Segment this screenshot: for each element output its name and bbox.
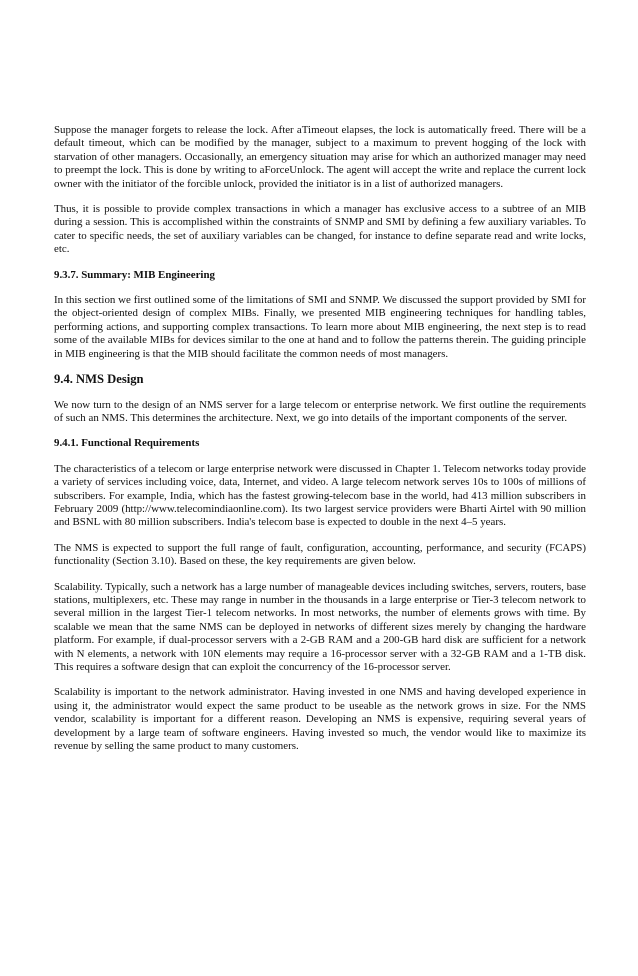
paragraph-nms-design-intro: We now turn to the design of an NMS server for a large telecom or enterprise network. We first outline the requirements of such an NMS. This determines the architecture. Next, we go into details of the important components of the server. — [54, 398, 586, 424]
heading-9-4: 9.4. NMS Design — [54, 372, 144, 387]
document-page — [54, 124, 586, 765]
heading-9-4-1: 9.4.1. Functional Requirements — [54, 437, 200, 450]
paragraph-scalability-importance: Scalability is important to the network administrator. Having invested in one NMS and having developed experience in using it, the administrator would expect the same product to be useable as the network grows in size. For the NMS vendor, scalability is important for a different reason. Developing an NMS is expensive, requiring several years of development by a large team of software engineers. Having invested so much, the vendor would like to maximize its revenue by selling the same product to many customers. — [54, 686, 586, 753]
paragraph-lock-timeout: Suppose the manager forgets to release the lock. After aTimeout elapses, the lock is automatically freed. There will be a default timeout, which can be modified by the manager, subject to a maximum to prevent hogging of the lock with starvation of other managers. Occasionally, an emergency situation may arise for which an authorized manager may need to preempt the lock. This is done by writing to aForceUnlock. The agent will accept the write and replace the current lock owner with the initiator of the forcible unlock, provided the initiator is in a list of authorized managers. — [54, 124, 586, 190]
paragraph-summary: In this section we first outlined some of the limitations of SMI and SNMP. We discussed the support provided by SMI for the object-oriented design of complex MIBs. Finally, we presented MIB engineering techniques for handling tables, performing actions, and supporting complex transactions. To learn more about MIB engineering, the next step is to read some of the available MIBs for devices similar to the one at hand and to follow the patterns therein. The guiding principle in MIB engineering is that the MIB should facilitate the common needs of most managers. — [54, 294, 586, 360]
heading-9-3-7: 9.3.7. Summary: MIB Engineering — [54, 268, 215, 281]
paragraph-scalability: Scalability. Typically, such a network has a large number of manageable devices including switches, servers, routers, base stations, multiplexers, etc. These may range in number in the thousands in a large enterprise or Tier-3 telecom network to several million in the largest Tier-1 telecom networks. In most networks, the number of elements grows with time. By scalable we mean that the same NMS can be deployed in networks of different sizes merely by changing the hardware platform. For example, if dual-processor servers with a 2-GB RAM and a 200-GB hard disk are sufficient for a network with N elements, a network with 10N elements may require a 16-processor server with a 32-GB RAM and a 1-TB disk. This requires a software design that can exploit the concurrency of the 16-processor server. — [54, 580, 586, 673]
paragraph-telecom-characteristics: The characteristics of a telecom or large enterprise network were discussed in Chapter 1. Telecom networks today provide a variety of services including voice, data, Internet, and video. A large telecom network serves 10s to 100s of millions of subscribers. For example, India, which has the fastest growing-telecom base in the world, had 413 million subscribers in February 2009 (http://www.telecomindiaonline.com). Its two largest service providers were Bharti Airtel with 90 million and BSNL with 80 million subscribers. India's telecom base is expected to double in the next 4–5 years. — [54, 462, 586, 529]
paragraph-complex-transactions: Thus, it is possible to provide complex transactions in which a manager has exclusive access to a subtree of an MIB during a session. This is accomplished within the constraints of SNMP and SMI by defining a few auxiliary variables. To cater to specific needs, the set of auxiliary variables can be changed, for instance to define separate read and write locks, etc. — [54, 203, 586, 256]
paragraph-fcaps: The NMS is expected to support the full range of fault, configuration, accounting, performance, and security (FCAPS) functionality (Section 3.10). Based on these, the key requirements are given below. — [54, 541, 586, 568]
